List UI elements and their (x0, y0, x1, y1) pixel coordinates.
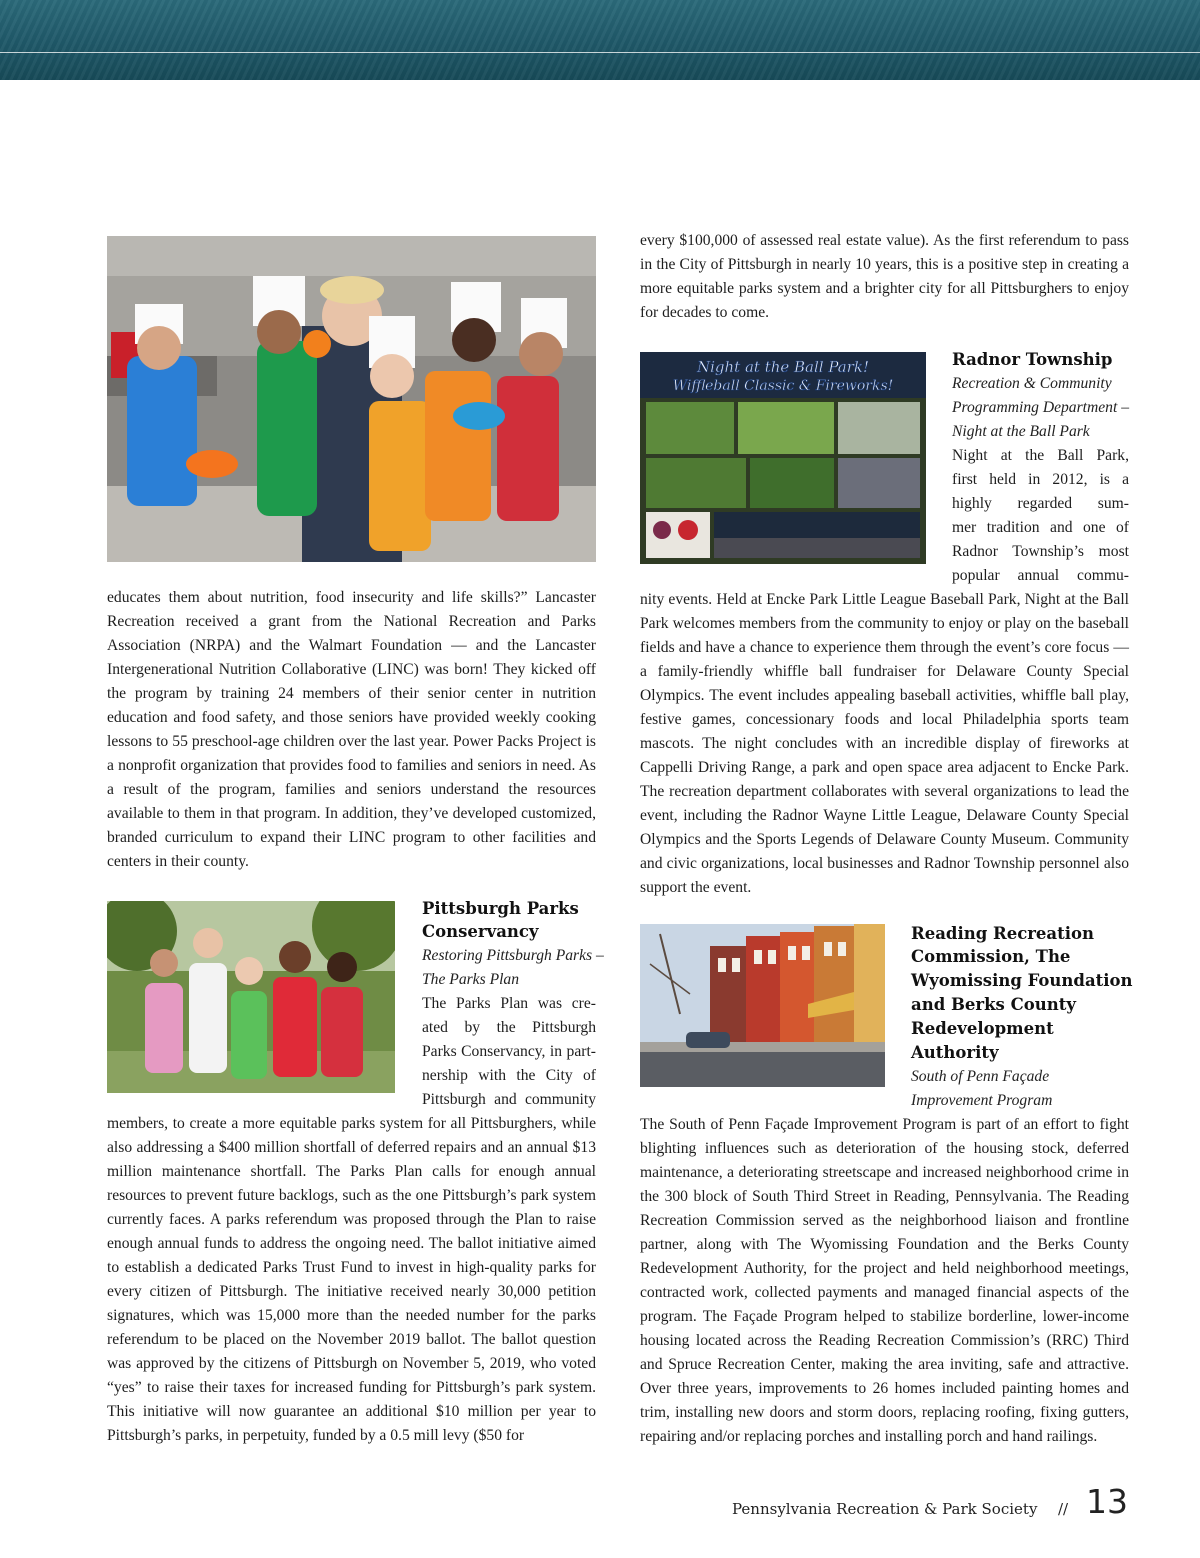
radnor-body-line: first held in 2012, is a (952, 471, 1129, 488)
header-rule (0, 52, 1200, 53)
poster-title-line2: Wiffleball Classic & Fireworks! (672, 378, 894, 394)
pittsburgh-body-line: Pittsburgh and community (422, 1091, 596, 1108)
pittsburgh-conclusion-paragraph: every $100,000 of assessed real estate value). As the first referendum to pass in the City of Pittsburgh in nearly 10 years, this is a positive step in creating a more equitable parks system and a brighter city for all Pittsburghers to enjoy for decades to come. (640, 232, 1129, 321)
reading-subheading-line: Improvement Program (911, 1092, 1053, 1109)
pittsburgh-heading-line2: Conservancy (422, 922, 539, 941)
linc-paragraph: educates them about nutrition, food insecurity and life skills?” Lancaster Recreation received a grant from the National Recreation and Parks Association (NRPA) and the Walmart Foundation — and the Lancaster Intergenerational Nutrition Collaborative (LINC) was born! They kicked off the program by training 24 members of their senior center in nutrition education and food safety, and those seniors have provided weekly cooking lessons to 55 preschool-age children over the last year. Power Packs Project is a nonprofit organization that provides food to families and seniors in need. As a result of the program, families and seniors understand the resources available to them in that program. In addition, they’ve developed customized, branded curriculum to expand their LINC program to other facilities and centers in their county. (107, 589, 596, 870)
radnor-body-line: Night at the Ball Park, (952, 447, 1129, 464)
radnor-body-paragraph: nity events. Held at Encke Park Little League Baseball Park, Night at the Ball Park welcomes members from the community to enjoy or play on the baseball fields and have a chance to experience them through the event’s core focus — a family-friendly whiffle ball fundraiser for Delaware County Special Olympics. The event includes appealing baseball activities, whiffle ball play, festive games, concessionary foods and local Philadelphia sports team mascots. The night concludes with an incredible display of fireworks at Cappelli Driving Range, a park and open space area adjacent to Encke Park. The recreation department collaborates with several organizations to lead the event, including the Radnor Wayne Little League, Delaware County Special Olympics and the Sports Legends of Delaware County Museum. Community and civic organizations, local businesses and Radnor Township personnel also support the event. (640, 591, 1129, 896)
footer-separator: // (1058, 1500, 1069, 1518)
poster-title-line1: Night at the Ball Park! (696, 358, 870, 376)
pittsburgh-heading-line1: Pittsburgh Parks (422, 899, 579, 918)
pittsburgh-body-paragraph: members, to create a more equitable parks system for all Pittsburghers, while also addressing a $400 million shortfall of deferred repairs and an annual $13 million maintenance shortfall. The Parks Plan calls for enough annual resources to prevent future backlogs, such as the one Pittsburgh’s park system currently faces. A parks referendum was proposed through the Plan to raise enough annual funds to address the ongoing need. The ballot initiative aimed to establish a dedicated Parks Trust Fund to invest in high-quality parks for every citizen of Pittsburgh. The initiative received nearly 30,000 petition signatures, which was 15,000 more than the needed number for the parks referendum to be placed on the November 2019 ballot. The ballot question was approved by the citizens of Pittsburgh on November 5, 2019, who voted “yes” to raise their taxes for increased funding for Pittsburgh’s park system. This initiative will now guarantee an additional $10 million per year to Pittsburgh’s parks, in perpetuity, funded by a 0.5 mill levy ($50 for (107, 1115, 596, 1444)
reading-heading-line: Redevelopment (911, 1019, 1054, 1038)
pittsburgh-body-line: Parks Conservancy, in part- (422, 1043, 596, 1060)
photo-row-houses (640, 924, 885, 1087)
reading-heading-line: Commission, The (911, 947, 1071, 966)
photo-kids-chefs (107, 236, 596, 562)
radnor-body-line: mer tradition and one of (952, 519, 1129, 536)
radnor-subheading-line: Night at the Ball Park (952, 423, 1090, 440)
photo-kids-park (107, 901, 395, 1093)
pittsburgh-body-line: The Parks Plan was cre- (422, 995, 596, 1012)
pittsburgh-body-line: nership with the City of (422, 1067, 596, 1084)
header-band (0, 0, 1200, 80)
reading-body-paragraph: The South of Penn Façade Improvement Program is part of an effort to fight blighting influences such as deterioration of the housing stock, deferred maintenance, a deteriorating streetscape and increased neighborhood crime in the 300 block of South Third Street in Reading, Pennsylvania. The Reading Recreation Commission served as the neighborhood liaison and frontline partner, along with The Wyomissing Foundation and the Berks County Redevelopment Authority, for the project and held neighborhood meetings, contracted work, collected payments and managed financial aspects of the program. The Façade Program helped to stabilize borderline, lower-income housing located across the Reading Recreation Commission’s (RRC) Third and Spruce Recreation Center, making the area inviting, safe and attractive. Over three years, improvements to 26 homes included painting homes and trim, installing new doors and storm doors, replacing roofing, fixing gutters, repairing and/or replacing porches and installing porch and hand railings. (640, 1116, 1129, 1445)
pittsburgh-body-line: ated by the Pittsburgh (422, 1019, 596, 1036)
radnor-heading: Radnor Township (952, 350, 1113, 369)
radnor-subheading-line: Programming Department – (952, 399, 1130, 416)
radnor-body-line: Radnor Township’s most (952, 543, 1129, 560)
photo-ballpark-poster (640, 352, 926, 564)
radnor-body-line: highly regarded sum- (952, 495, 1129, 512)
pittsburgh-subheading-line2: The Parks Plan (422, 971, 520, 988)
radnor-body-line: popular annual commu- (952, 567, 1129, 584)
reading-heading-line: Wyomissing Foundation (911, 971, 1133, 990)
radnor-subheading-line: Recreation & Community (952, 375, 1112, 392)
reading-heading-line: Reading Recreation (911, 924, 1095, 943)
page-number: 13 (1086, 1482, 1128, 1521)
footer-publication-title: Pennsylvania Recreation & Park Society (732, 1500, 1038, 1518)
pittsburgh-subheading-line1: Restoring Pittsburgh Parks – (422, 947, 604, 964)
reading-heading-line: Authority (911, 1043, 999, 1062)
reading-heading-line: and Berks County (911, 995, 1076, 1014)
reading-subheading-line: South of Penn Façade (911, 1068, 1050, 1085)
